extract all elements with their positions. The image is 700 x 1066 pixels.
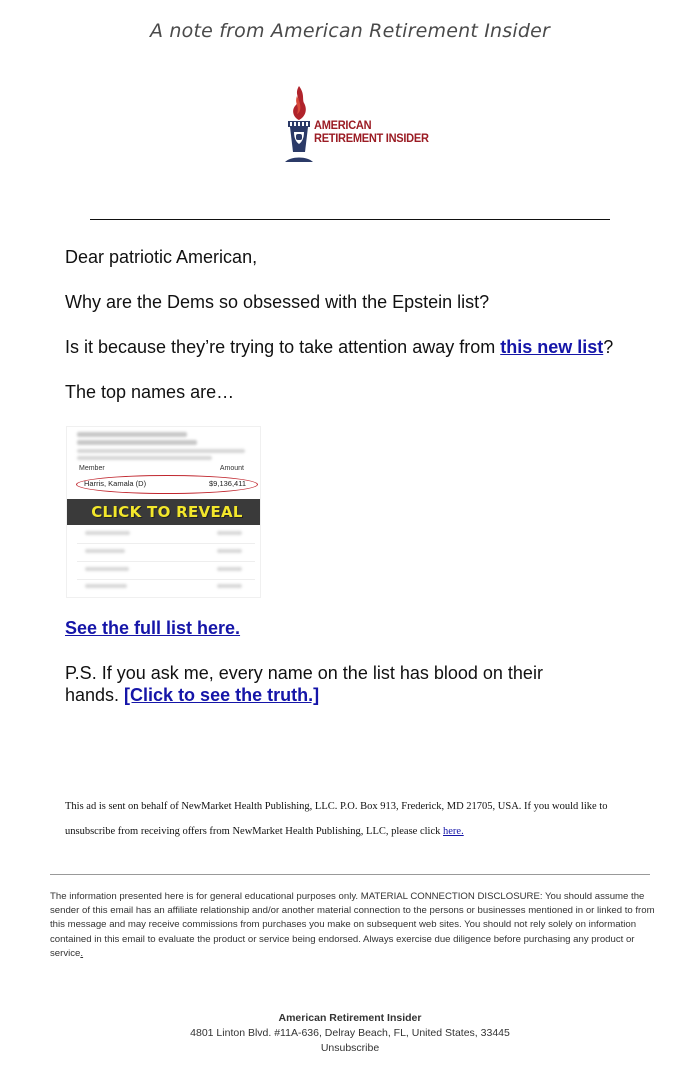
top-divider	[90, 219, 610, 220]
ps-line-1: P.S. If you ask me, every name on the list has blood on their	[65, 663, 543, 683]
paragraph-top-names: The top names are…	[65, 382, 235, 402]
list-preview-image[interactable]	[66, 426, 261, 598]
torch-icon	[283, 84, 315, 166]
header-note: A note from American Retirement Insider	[149, 20, 551, 42]
footer-unsubscribe-link[interactable]: Unsubscribe	[320, 1042, 380, 1054]
column-member: Member	[79, 465, 105, 472]
see-truth-link[interactable]: [Click to see the truth.]	[124, 685, 320, 705]
bottom-divider	[50, 874, 650, 875]
column-amount: Amount	[219, 465, 244, 472]
paragraph-epstein: Why are the Dems so obsessed with the Epstein list?	[65, 292, 490, 312]
logo-wordmark: AMERICAN RETIREMENT INSIDER	[314, 118, 429, 145]
disclosure-text: The information presented here is for general educational purposes only. MATERIAL CONNECTION DISCLOSURE: You should assume the sender of this email has an affiliate relationship and/or another material connection to the persons or businesses mentioned in or linked to from this message and may receive commissions from purchases you make on subsequent web sites. You should not rely solely on information contained in this email to evaluate the product or service being endorsed. Always exercise due diligence before purchasing any product or service.	[50, 891, 655, 959]
this-new-list-link[interactable]: this new list	[500, 337, 604, 357]
footer	[0, 1011, 700, 1056]
greeting: Dear patriotic American,	[65, 247, 258, 267]
paragraph-new-list: Is it because they’re trying to take attention away from this new list?	[65, 337, 614, 357]
ps-line-2: hands. [Click to see the truth.]	[65, 685, 320, 705]
full-list-paragraph	[65, 618, 240, 639]
brand-logo[interactable]	[283, 84, 429, 166]
legal-line-2: unsubscribe from receiving offers from NewMarket Health Publishing, LLC, please click here.	[65, 826, 464, 837]
highlighted-amount: $9,136,411	[209, 479, 246, 488]
see-full-list-link[interactable]: See the full list here.	[65, 618, 241, 638]
disclosure-end-link[interactable]: .	[80, 947, 84, 959]
footer-address: 4801 Linton Blvd. #11A-636, Delray Beach, FL, United States, 33445	[190, 1027, 510, 1039]
click-to-reveal-button[interactable]: CLICK TO REVEAL	[67, 499, 261, 525]
highlighted-name: Harris, Kamala (D)	[84, 479, 147, 488]
unsubscribe-here-link[interactable]: here.	[443, 826, 464, 837]
footer-company-name: American Retirement Insider	[278, 1012, 422, 1024]
legal-line-1: This ad is sent on behalf of NewMarket Health Publishing, LLC. P.O. Box 913, Frederick, MD 21705, USA. If you would like to	[65, 801, 608, 812]
